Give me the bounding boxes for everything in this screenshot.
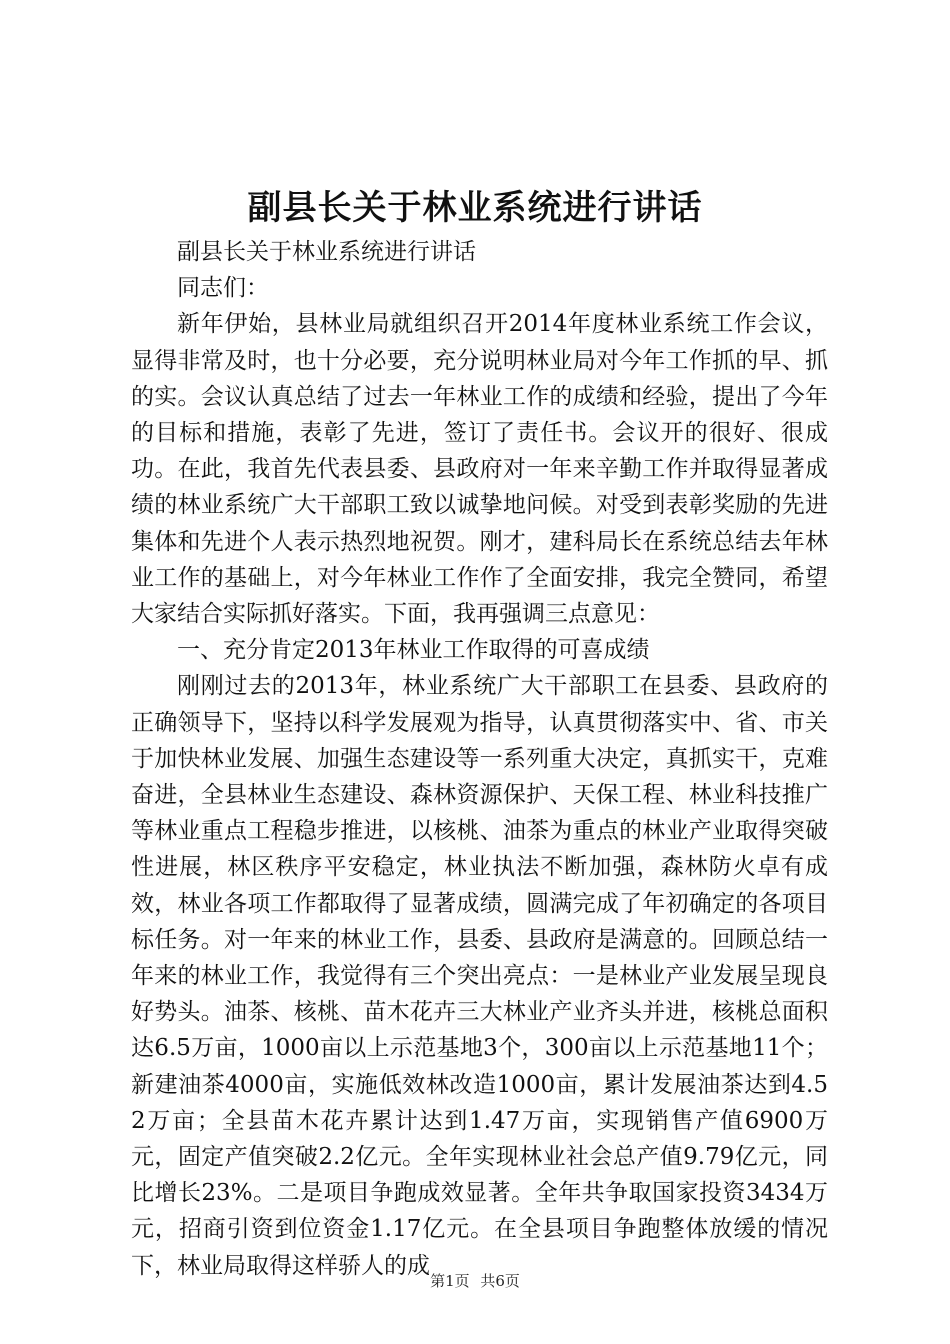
page-number: 第1页 <box>430 1272 470 1290</box>
page-footer <box>0 1270 950 1291</box>
page-total: 共6页 <box>480 1272 520 1290</box>
body-paragraph-intro: 新年伊始，县林业局就组织召开2014年度林业系统工作会议，显得非常及时，也十分必要，充分说明林业局对今年工作抓的早、抓的实。会议认真总结了过去一年林业工作的成绩和经验，提出了今年的目标和措施，表彰了先进，签订了责任书。会议开的很好、很成功。在此，我首先代表县委、县政府对一年来辛勤工作并取得显著成绩的林业系统广大干部职工致以诚挚地问候。对受到表彰奖励的先进集体和先进个人表示热烈地祝贺。刚才，建科局长在系统总结去年林业工作的基础上，对今年林业工作作了全面安排，我完全赞同，希望大家结合实际抓好落实。下面，我再强调三点意见： <box>131 311 828 628</box>
body-paragraph-achievements: 刚刚过去的2013年，林业系统广大干部职工在县委、县政府的正确领导下，坚持以科学发展观为指导，认真贯彻落实中、省、市关于加快林业发展、加强生态建设等一系列重大决定，真抓实干，克难奋进，全县林业生态建设、森林资源保护、天保工程、林业科技推广等林业重点工程稳步推进，以核桃、油茶为重点的林业产业取得突破性进展，林区秩序平安稳定，林业执法不断加强，森林防火卓有成效，林业各项工作都取得了显著成绩，圆满完成了年初确定的各项目标任务。对一年来的林业工作，县委、县政府是满意的。回顾总结一年来的林业工作，我觉得有三个突出亮点：一是林业产业发展呈现良好势头。油茶、核桃、苗木花卉三大林业产业齐头并进，核桃总面积达6.5万亩，1000亩以上示范基地3个，300亩以上示范基地11个；新建油茶4000亩，实施低效林改造1000亩，累计发展油茶达到4.52万亩；全县苗木花卉累计达到1.47万亩，实现销售产值6900万元，固定产值突破2.2亿元。全年实现林业社会总产值9.79亿元，同比增长23%。二是项目争跑成效显著。全年共争取国家投资3434万元，招商引资到位资金1.17亿元。在全县项目争跑整体放缓的情况下，林业局取得这样骄人的成 <box>131 673 828 1279</box>
page-title: 副县长关于林业系统进行讲话 <box>247 188 703 228</box>
body-paragraph-salutation: 同志们： <box>177 275 269 302</box>
document-body <box>131 234 828 1284</box>
body-paragraph-subtitle: 副县长关于林业系统进行讲话 <box>177 239 476 265</box>
section-heading-1: 一、充分肯定2013年林业工作取得的可喜成绩 <box>177 637 650 664</box>
